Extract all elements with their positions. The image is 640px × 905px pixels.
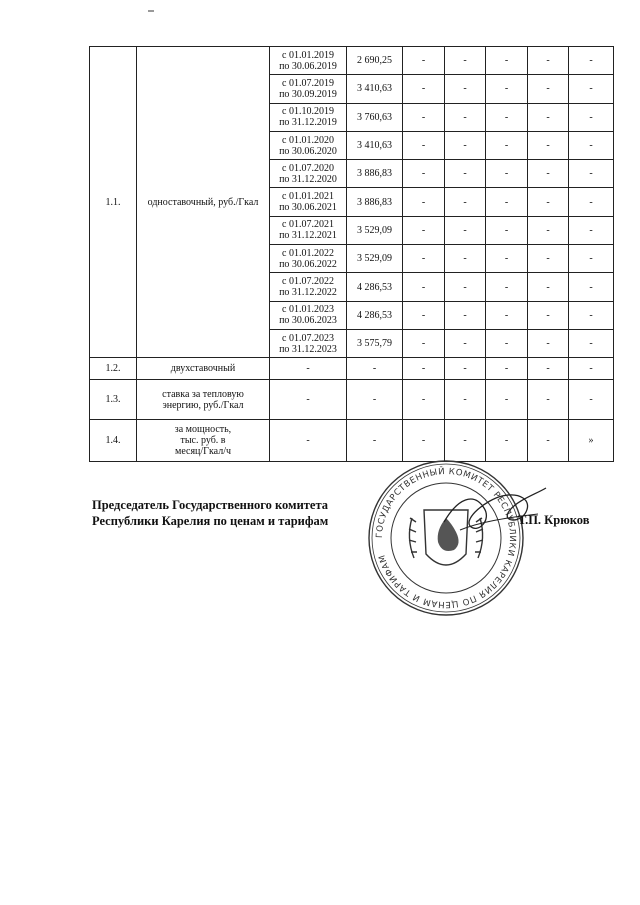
period-to: по 30.06.2020 (279, 145, 337, 157)
dash-cell: - (528, 329, 569, 357)
tariff-name (137, 380, 270, 420)
period-cell (270, 329, 347, 357)
dash-cell: - (569, 245, 614, 273)
dash-cell: - (445, 301, 486, 329)
dash-cell: - (445, 131, 486, 159)
dash-cell: - (403, 160, 445, 188)
period-to: по 31.12.2019 (279, 117, 337, 129)
dash-cell: - (270, 380, 347, 420)
dash-cell: - (486, 420, 528, 462)
dash-cell: - (445, 103, 486, 131)
tariff-value: 3 410,63 (347, 75, 403, 103)
dash-cell: - (528, 216, 569, 244)
position-line-2: Республики Карелия по ценам и тарифам (92, 514, 329, 528)
dash-cell: - (347, 380, 403, 420)
dash-cell: - (569, 188, 614, 216)
dash-cell: - (445, 245, 486, 273)
dash-cell: - (486, 75, 528, 103)
dash-cell: - (528, 245, 569, 273)
tariff-value: 3 760,63 (347, 103, 403, 131)
dash-cell: - (445, 75, 486, 103)
dash-cell: - (403, 358, 445, 380)
dash-cell: - (486, 47, 528, 75)
period-from: с 01.07.2023 (282, 332, 334, 344)
period-from: с 01.07.2021 (282, 219, 334, 231)
period-from: с 01.01.2021 (282, 191, 334, 203)
dash-cell: - (528, 131, 569, 159)
tariff-name-line: двухставочный (170, 363, 236, 375)
scan-mark (148, 10, 154, 12)
dash-cell: - (270, 420, 347, 462)
table-row (90, 358, 614, 380)
dash-cell: - (569, 273, 614, 301)
period-cell (270, 301, 347, 329)
seal-ring-text: ГОСУДАРСТВЕННЫЙ КОМИТЕТ РЕСПУБЛИКИ КАРЕЛИЯ ПО ЦЕНАМ И ТАРИФАМ (374, 466, 518, 610)
period-to: по 30.06.2019 (279, 60, 337, 72)
period-from: с 01.01.2019 (282, 49, 334, 61)
dash-cell: - (569, 216, 614, 244)
tariff-name: одноставочный, руб./Гкал (137, 47, 270, 358)
tariff-name-line: ставка за тепловую (162, 388, 244, 400)
row-number: 1.4. (90, 420, 137, 462)
dash-cell: - (445, 329, 486, 357)
dash-cell: - (528, 160, 569, 188)
dash-cell: - (486, 358, 528, 380)
tariff-value: 3 886,83 (347, 160, 403, 188)
dash-cell: - (403, 188, 445, 216)
dash-cell: - (403, 47, 445, 75)
dash-cell: - (445, 47, 486, 75)
tariff-value: 4 286,53 (347, 273, 403, 301)
dash-cell: - (347, 420, 403, 462)
dash-cell: - (486, 188, 528, 216)
dash-cell: - (403, 380, 445, 420)
period-cell (270, 103, 347, 131)
dash-cell: - (486, 329, 528, 357)
period-to: по 30.06.2022 (279, 258, 337, 270)
dash-cell: - (445, 420, 486, 462)
dash-cell: - (403, 301, 445, 329)
dash-cell: - (403, 216, 445, 244)
dash-cell: - (486, 160, 528, 188)
dash-cell: - (270, 358, 347, 380)
dash-cell: - (569, 301, 614, 329)
dash-cell: - (403, 329, 445, 357)
period-cell (270, 47, 347, 75)
dash-cell: - (569, 358, 614, 380)
dash-cell: - (403, 75, 445, 103)
dash-cell: - (528, 380, 569, 420)
dash-cell: - (486, 103, 528, 131)
dash-cell: - (569, 160, 614, 188)
period-to: по 31.12.2021 (279, 230, 337, 242)
period-to: по 31.12.2022 (279, 287, 337, 299)
tariff-name (137, 420, 270, 462)
period-from: с 01.07.2022 (282, 276, 334, 288)
dash-cell: - (528, 188, 569, 216)
dash-cell: - (486, 216, 528, 244)
dash-cell: - (528, 47, 569, 75)
table-row (90, 420, 614, 462)
period-cell (270, 75, 347, 103)
dash-cell: - (528, 420, 569, 462)
table-row (90, 47, 614, 75)
tariff-table (89, 46, 614, 462)
dash-cell: - (569, 329, 614, 357)
dash-cell: - (569, 103, 614, 131)
period-from: с 01.01.2022 (282, 247, 334, 259)
period-from: с 01.01.2023 (282, 304, 334, 316)
tariff-value: 3 529,09 (347, 216, 403, 244)
signatory-position (92, 497, 362, 529)
period-from: с 01.01.2020 (282, 134, 334, 146)
dash-cell: - (445, 188, 486, 216)
dash-cell: » (569, 420, 614, 462)
tariff-name (137, 358, 270, 380)
tariff-value: 2 690,25 (347, 47, 403, 75)
dash-cell: - (403, 420, 445, 462)
period-cell (270, 131, 347, 159)
dash-cell: - (569, 47, 614, 75)
dash-cell: - (445, 160, 486, 188)
dash-cell: - (403, 245, 445, 273)
dash-cell: - (569, 131, 614, 159)
period-to: по 30.09.2019 (279, 88, 337, 100)
position-line-1: Председатель Государственного комитета (92, 498, 329, 512)
dash-cell: - (528, 273, 569, 301)
tariff-name-line: энергию, руб./Гкал (162, 399, 244, 411)
dash-cell: - (528, 358, 569, 380)
tariff-value: 4 286,53 (347, 301, 403, 329)
period-to: по 30.06.2021 (279, 202, 337, 214)
period-cell (270, 273, 347, 301)
dash-cell: - (486, 131, 528, 159)
tariff-name-line: тыс. руб. в (180, 435, 226, 447)
tariff-value: 3 410,63 (347, 131, 403, 159)
tariff-value: 3 529,09 (347, 245, 403, 273)
dash-cell: - (569, 75, 614, 103)
dash-cell: - (445, 358, 486, 380)
dash-cell: - (347, 358, 403, 380)
row-number: 1.1. (90, 47, 137, 358)
dash-cell: - (403, 131, 445, 159)
dash-cell: - (445, 380, 486, 420)
period-from: с 01.10.2019 (282, 106, 334, 118)
dash-cell: - (445, 273, 486, 301)
period-cell (270, 188, 347, 216)
tariff-name-line: за мощность, (174, 424, 232, 436)
period-cell (270, 245, 347, 273)
signatory-name: Т.П. Крюков (518, 513, 590, 527)
dash-cell: - (528, 75, 569, 103)
period-to: по 30.06.2023 (279, 315, 337, 327)
dash-cell: - (528, 301, 569, 329)
dash-cell: - (486, 273, 528, 301)
row-number: 1.3. (90, 380, 137, 420)
period-cell (270, 160, 347, 188)
row-number: 1.2. (90, 358, 137, 380)
dash-cell: - (486, 245, 528, 273)
period-cell (270, 216, 347, 244)
period-from: с 01.07.2019 (282, 77, 334, 89)
dash-cell: - (403, 103, 445, 131)
dash-cell: - (403, 273, 445, 301)
tariff-name-line: месяц/Гкал/ч (175, 446, 231, 458)
period-to: по 31.12.2020 (279, 173, 337, 185)
dash-cell: - (445, 216, 486, 244)
dash-cell: - (569, 380, 614, 420)
tariff-value: 3 886,83 (347, 188, 403, 216)
tariff-value: 3 575,79 (347, 329, 403, 357)
period-to: по 31.12.2023 (279, 343, 337, 355)
period-from: с 01.07.2020 (282, 162, 334, 174)
dash-cell: - (486, 301, 528, 329)
dash-cell: - (528, 103, 569, 131)
table-row (90, 380, 614, 420)
dash-cell: - (486, 380, 528, 420)
